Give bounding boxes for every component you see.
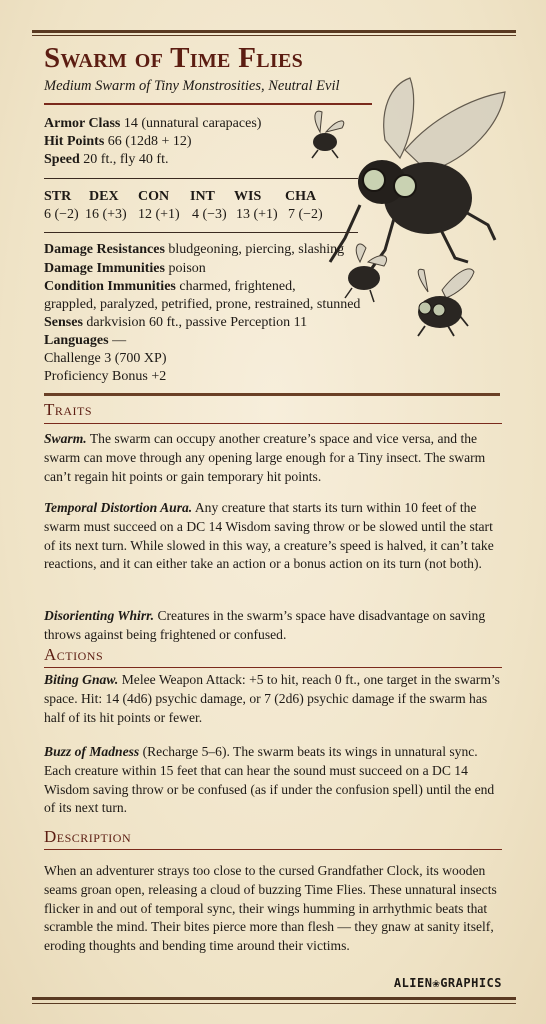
speed-label: Speed: [44, 152, 80, 167]
alien-graphics-logo: ALIEN❀GRAPHICS: [393, 976, 502, 990]
traits-heading: Traits: [44, 400, 93, 419]
trait-name: Temporal Distortion Aura.: [44, 500, 193, 515]
trait-name: Swarm.: [44, 431, 87, 446]
armor-class-label: Armor Class: [44, 116, 121, 131]
divider: [44, 178, 358, 179]
armor-class: [44, 114, 261, 133]
senses-value: darkvision 60 ft., passive Perception 11: [82, 315, 308, 330]
mid-fly-icon: [345, 244, 387, 302]
hit-points-value: 66 (12d8 + 12): [104, 134, 192, 149]
ability-con-label: CON: [138, 189, 170, 204]
senses-label: Senses: [44, 315, 83, 330]
divider: [44, 423, 502, 424]
action-name: Buzz of Madness: [44, 744, 140, 759]
languages-label: Languages: [44, 333, 109, 348]
divider: [44, 393, 500, 396]
ability-str-label: STR: [44, 189, 72, 204]
hit-points-label: Hit Points: [44, 134, 105, 149]
trait-name: Disorienting Whirr.: [44, 608, 155, 623]
description-heading: Description: [44, 827, 132, 846]
trait-text: Creatures in the swarm’s space have disadvantage on saving throws against being frightened or confused.: [44, 608, 486, 642]
bottom-border: [32, 997, 516, 1000]
divider: [44, 232, 358, 233]
ability-cha-label: CHA: [285, 189, 317, 204]
ability-wis-label: WIS: [234, 189, 262, 204]
monster-type: Medium Swarm of Tiny Monstrosities, Neutral Evil: [44, 78, 340, 94]
ability-int-label: INT: [190, 189, 215, 204]
languages: [44, 331, 126, 350]
damage-resistances-label: Damage Resistances: [44, 242, 165, 257]
ability-dex-value: 16 (+3): [85, 207, 127, 222]
proficiency-bonus: Proficiency Bonus +2: [44, 369, 167, 384]
damage-immunities-label: Damage Immunities: [44, 261, 165, 276]
divider: [44, 849, 502, 850]
condition-immunities-label: Condition Immunities: [44, 279, 176, 294]
actions-heading: Actions: [44, 645, 104, 664]
damage-resistances: [44, 240, 344, 259]
damage-immunities: [44, 259, 206, 278]
languages-value: —: [108, 333, 127, 348]
condition-immunities-cont: grappled, paralyzed, petrified, prone, restrained, stunned: [44, 297, 361, 312]
small-fly-icon: [312, 111, 344, 158]
bottom-border-inner: [32, 1003, 516, 1004]
speed-value: 20 ft., fly 40 ft.: [79, 152, 169, 167]
right-fly-icon: [418, 269, 474, 336]
divider: [44, 667, 502, 668]
speed: [44, 150, 168, 169]
monster-name: Swarm of Time Flies: [44, 42, 304, 74]
hit-points: [44, 132, 192, 151]
senses: [44, 313, 307, 332]
ability-con-value: 12 (+1): [138, 207, 180, 222]
condition-immunities: [44, 277, 296, 296]
action-text: (Recharge 5–6). The swarm beats its wings in unnatural sync. Each creature within 15 feet that can hear the sound must succeed on a DC 14 Wisdom saving throw or be confused (as if under the confusion spell) until the end of its next turn.: [44, 744, 495, 816]
ability-int-value: 4 (−3): [192, 207, 227, 222]
trait-text: Any creature that starts its turn within 10 feet of the swarm must succeed on a DC 14 Wisdom saving throw or be slowed until the start of its next turn. While slowed in this way, a creature’s speed is halved, it can’t take reactions, and it can either take an action or a bonus action on its turn (not both).: [44, 500, 494, 572]
action-buzz-of-madness: [44, 743, 506, 818]
large-fly-icon: [330, 78, 505, 268]
action-name: Biting Gnaw.: [44, 672, 119, 687]
trait-temporal-distortion-aura: [44, 499, 506, 574]
action-biting-gnaw: [44, 671, 506, 727]
ability-str-value: 6 (−2): [44, 207, 79, 222]
trait-swarm: [44, 430, 506, 486]
ability-wis-value: 13 (+1): [236, 207, 278, 222]
ability-cha-value: 7 (−2): [288, 207, 323, 222]
damage-resistances-value: bludgeoning, piercing, slashing: [164, 242, 345, 257]
armor-class-value: 14 (unnatural carapaces): [120, 116, 262, 131]
description-text: When an adventurer strays too close to the cursed Grandfather Clock, its wooden seams groan open, releasing a cloud of buzzing Time Flies. These unnatural insects flicker in and out of temporal sync, their wings humming in arrhythmic beats that scramble the mind. Their bites pierce more than flesh — they gnaw at sanity itself, eroding thoughts and bending time around their victims.: [44, 863, 497, 954]
action-text: Melee Weapon Attack: +5 to hit, reach 0 ft., one target in the swarm’s space. Hit: 14 (4d6) psychic damage, or 7 (2d6) psychic damage if the swarm has half of its hit points or fewer.: [44, 672, 500, 725]
condition-immunities-value: charmed, frightened,: [175, 279, 296, 294]
damage-immunities-value: poison: [164, 261, 206, 276]
trait-text: The swarm can occupy another creature’s space and vice versa, and the swarm can move through any opening large enough for a Tiny insect. The swarm can’t regain hit points or gain temporary hit points.: [44, 431, 486, 484]
ability-dex-label: DEX: [89, 189, 119, 204]
challenge: Challenge 3 (700 XP): [44, 351, 167, 366]
trait-disorienting-whirr: [44, 607, 506, 645]
